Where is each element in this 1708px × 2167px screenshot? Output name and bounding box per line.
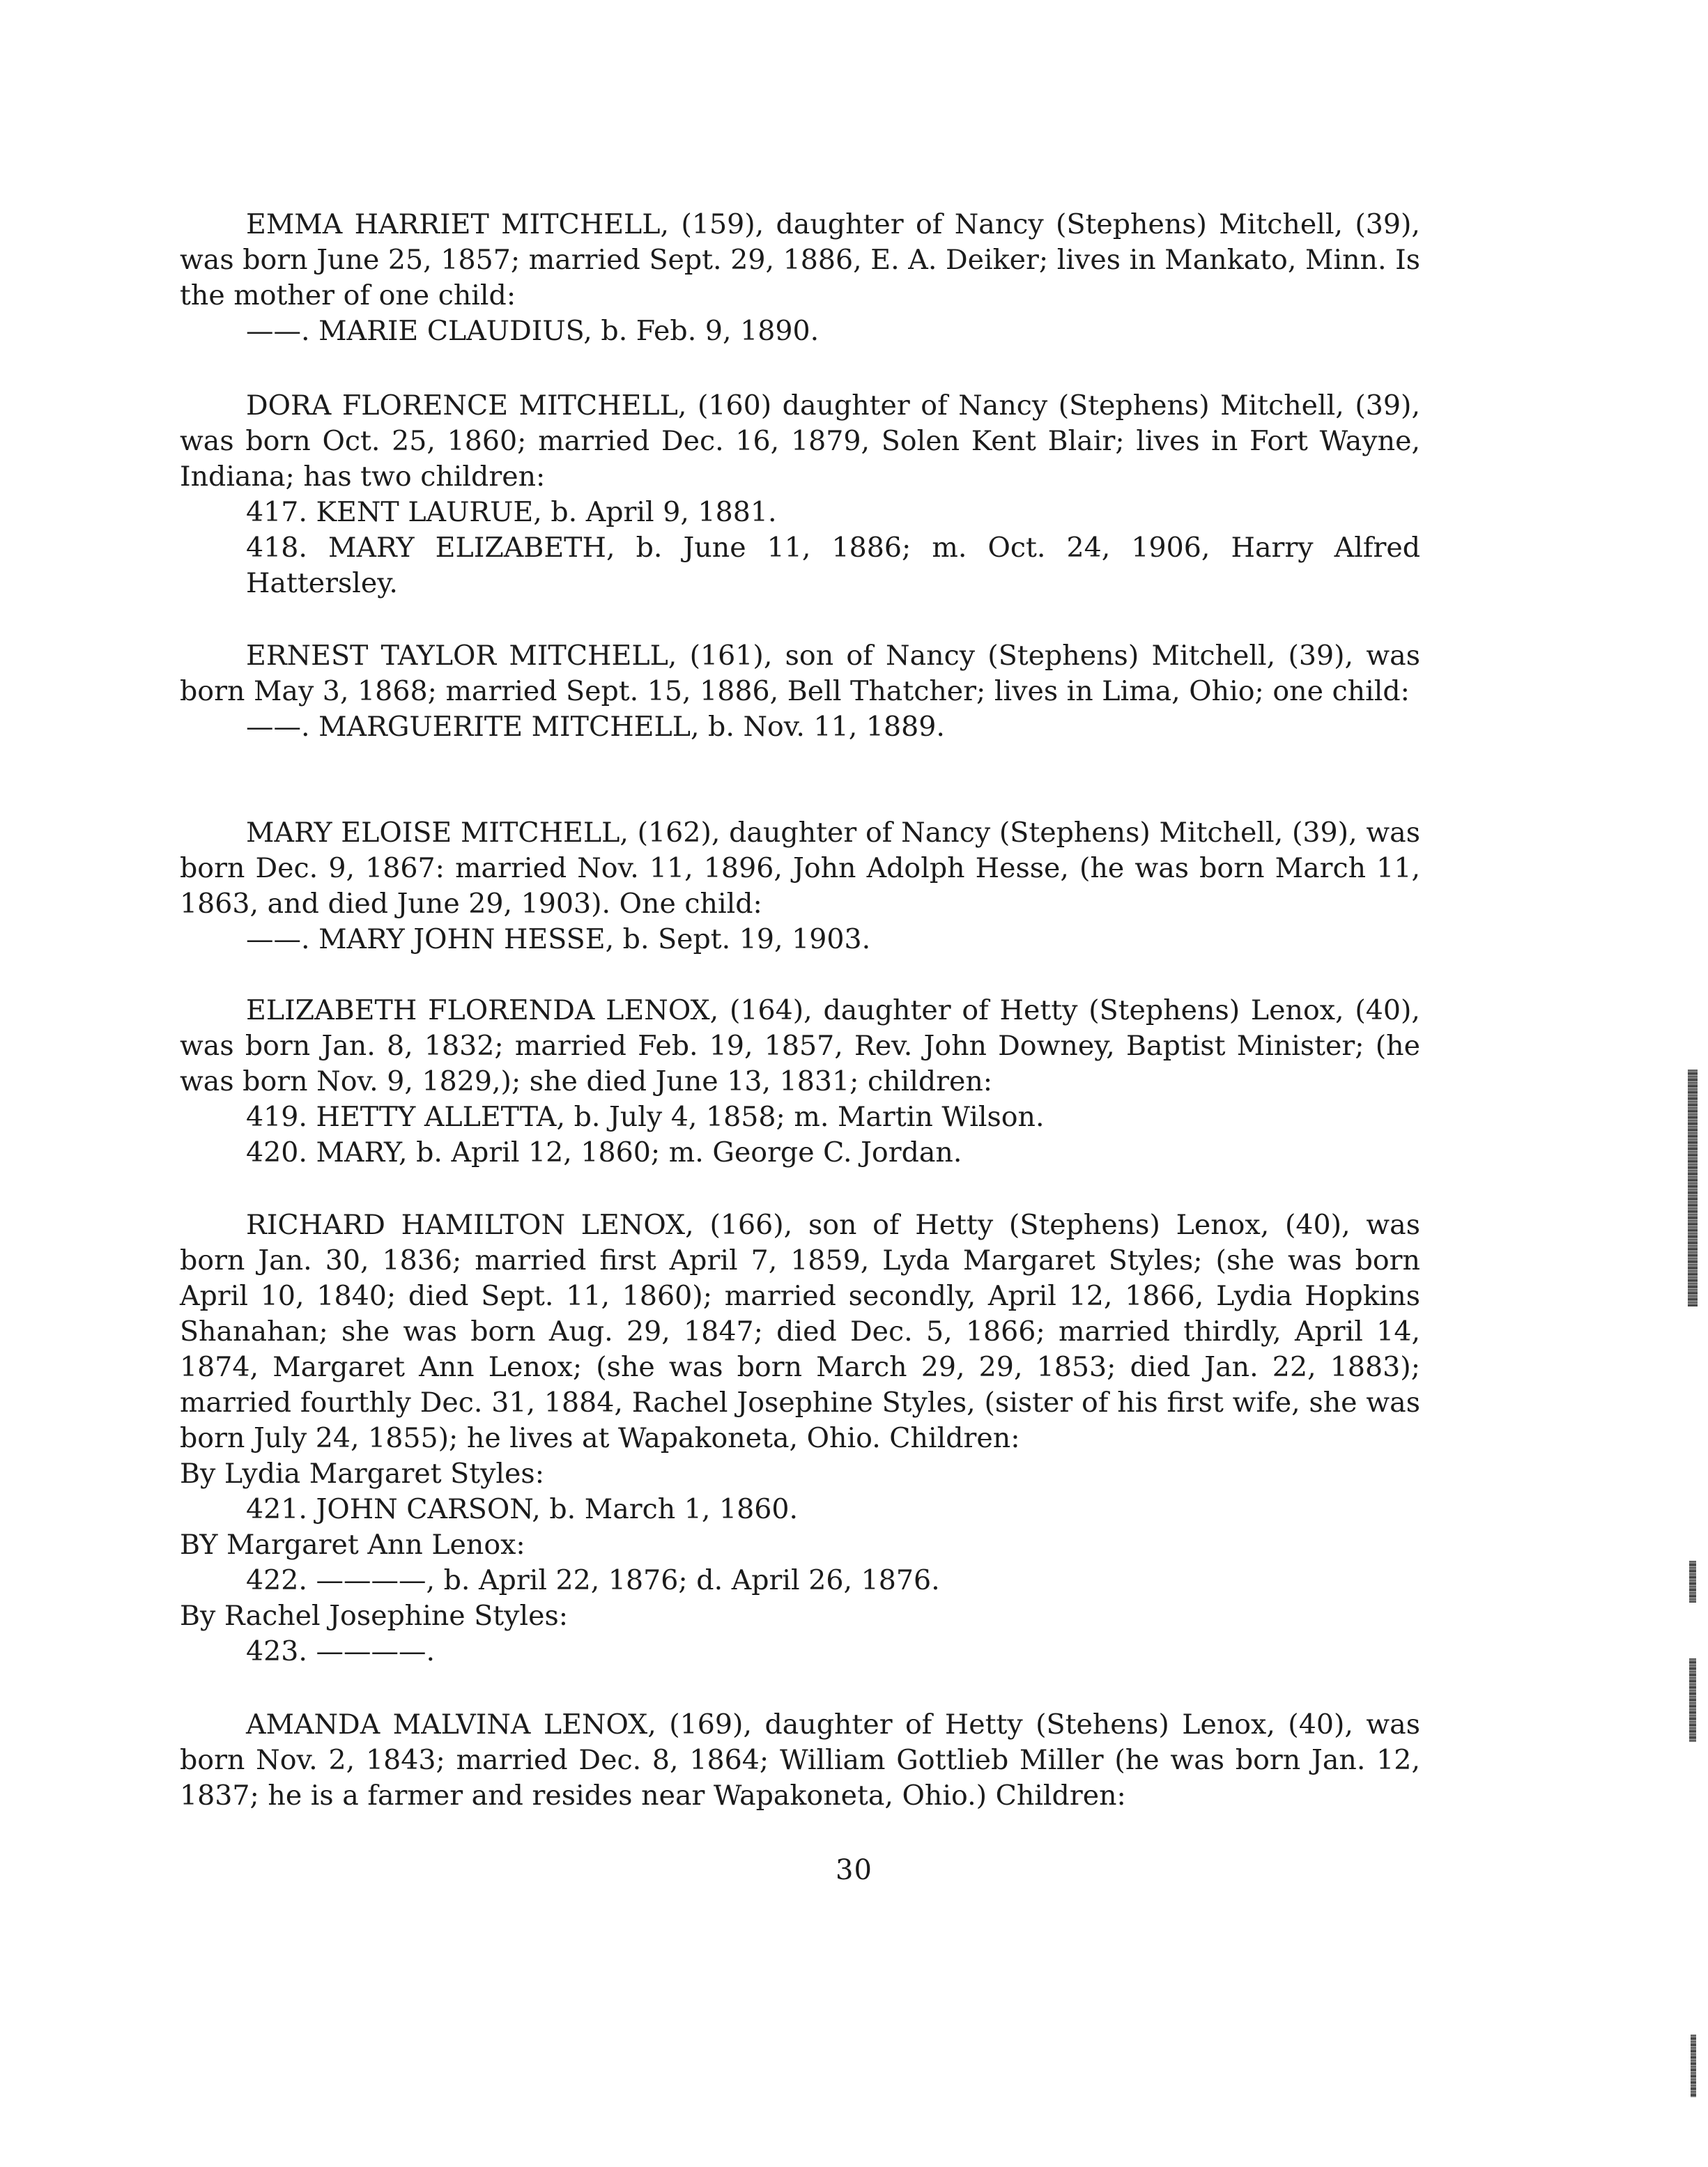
scan-artifact	[1688, 1070, 1698, 1306]
child-line: ——. MARIE CLAUDIUS, b. Feb. 9, 1890.	[246, 315, 820, 347]
entry-elizabeth-florenda-lenox	[180, 993, 1420, 1171]
entry-ernest-taylor-mitchell	[180, 638, 1420, 745]
child-line: ——. MARGUERITE MITCHELL, b. Nov. 11, 1889.	[246, 711, 945, 743]
scan-artifact	[1689, 1658, 1696, 1742]
child-line: 419. HETTY ALLETTA, b. July 4, 1858; m. Martin Wilson.	[246, 1101, 1045, 1133]
child-line-text: 418. MARY ELIZABETH, b. June 11, 1886; m. Oct. 24, 1906, Harry Alfred Hattersley.	[246, 532, 1420, 599]
entry-emma-harriet-mitchell	[180, 207, 1420, 349]
child-line: 421. JOHN CARSON, b. March 1, 1860.	[246, 1493, 799, 1525]
entry-paragraph: DORA FLORENCE MITCHELL, (160) daughter of Nancy (Stephens) Mitchell, (39), was born Oct. 25, 1860; married Dec. 16, 1879, Solen Kent Blair; lives in Fort Wayne, Indiana; has two children:	[180, 390, 1420, 493]
entry-paragraph: MARY ELOISE MITCHELL, (162), daughter of Nancy (Stephens) Mitchell, (39), was born Dec. 9, 1867: married Nov. 11, 1896, John Adolph Hesse, (he was born March 11, 1863, and died June 29, 1903). One child:	[180, 817, 1420, 920]
group-heading: By Rachel Josephine Styles:	[180, 1600, 569, 1632]
entry-paragraph: RICHARD HAMILTON LENOX, (166), son of Hetty (Stephens) Lenox, (40), was born Jan. 30, 1836; married first April 7, 1859, Lyda Margaret Styles; (she was born April 10, 1840; died Sept. 11, 1860); married secondly, April 12, 1866, Lydia Hopkins Shanahan; she was born Aug. 29, 1847; died Dec. 5, 1866; married thirdly, April 14, 1874, Margaret Ann Lenox; (she was born March 29, 29, 1853; died Jan. 22, 1883); married fourthly Dec. 31, 1884, Rachel Josephine Styles, (sister of his first wife, she was born July 24, 1855); he lives at Wapakoneta, Ohio. Children:	[180, 1209, 1420, 1454]
entry-amanda-malvina-lenox	[180, 1707, 1420, 1814]
entry-paragraph: EMMA HARRIET MITCHELL, (159), daughter of Nancy (Stephens) Mitchell, (39), was born June 25, 1857; married Sept. 29, 1886, E. A. Deiker; lives in Mankato, Minn. Is the mother of one child:	[180, 208, 1420, 311]
child-line: 417. KENT LAURUE, b. April 9, 1881.	[246, 496, 777, 528]
entry-mary-eloise-mitchell	[180, 815, 1420, 957]
group-heading: By Lydia Margaret Styles:	[180, 1458, 545, 1490]
entry-paragraph: ELIZABETH FLORENDA LENOX, (164), daughter of Hetty (Stephens) Lenox, (40), was born Jan. 8, 1832; married Feb. 19, 1857, Rev. John Downey, Baptist Minister; (he was born Nov. 9, 1829,); she died June 13, 1831; children:	[180, 994, 1420, 1097]
group-heading: BY Margaret Ann Lenox:	[180, 1529, 525, 1561]
child-line	[180, 530, 1420, 601]
entry-paragraph: AMANDA MALVINA LENOX, (169), daughter of Hetty (Stehens) Lenox, (40), was born Nov. 2, 1843; married Dec. 8, 1864; William Gottlieb Miller (he was born Jan. 12, 1837; he is a farmer and resides near Wapakoneta, Ohio.) Children:	[180, 1709, 1420, 1812]
scan-artifact	[1691, 2035, 1696, 2097]
page-number: 30	[836, 1854, 872, 1886]
child-line: 420. MARY, b. April 12, 1860; m. George C. Jordan.	[246, 1136, 962, 1169]
entry-dora-florence-mitchell	[180, 388, 1420, 601]
child-line: 422. ————, b. April 22, 1876; d. April 26, 1876.	[246, 1564, 940, 1596]
entry-paragraph: ERNEST TAYLOR MITCHELL, (161), son of Nancy (Stephens) Mitchell, (39), was born May 3, 1868; married Sept. 15, 1886, Bell Thatcher; lives in Lima, Ohio; one child:	[180, 640, 1420, 707]
child-line: 423. ————.	[246, 1635, 436, 1667]
child-line: ——. MARY JOHN HESSE, b. Sept. 19, 1903.	[246, 923, 871, 955]
scan-artifact	[1689, 1561, 1696, 1603]
entry-richard-hamilton-lenox	[180, 1208, 1420, 1669]
